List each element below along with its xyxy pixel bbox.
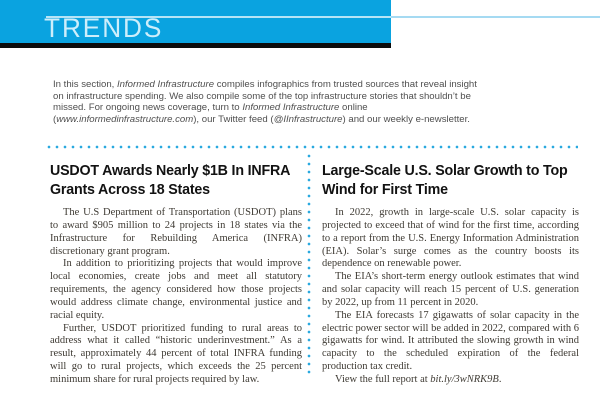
article-paragraph bbox=[322, 207, 579, 271]
article-solar-tops-wind bbox=[322, 162, 579, 387]
article-title: USDOT Awards Nearly $1B In INFRA Grants Across 18 States bbox=[50, 162, 290, 198]
article-usdot-infra-grants bbox=[50, 162, 302, 387]
text-run: ) and our weekly e-newsletter. bbox=[342, 113, 470, 125]
text-run: The U.S Department of Transportation (USDOT) plans to award $905 million to 24 projects in 18 states via the Infrastructure for Rebuilding America (INFRA) discretionary grant program. bbox=[50, 207, 302, 257]
article-body bbox=[322, 207, 579, 387]
article-title: Large-Scale U.S. Solar Growth to Top Wind for First Time bbox=[322, 162, 568, 198]
article-paragraph bbox=[322, 310, 579, 374]
text-run: In this section, bbox=[53, 79, 117, 90]
text-run: In addition to prioritizing projects that would improve local economies, create jobs and meet all statutory requirements, the agency considered how those projects would address climate change, environmental justice and racial equity. bbox=[50, 258, 302, 321]
italic-text-run: @IInfrastructure bbox=[273, 113, 343, 125]
text-run: Further, USDOT prioritized funding to rural areas to address what it called “historic underinvestment.” As a result, approximately 44 percent of total INFRA funding will go to rural projects, which exceeds the 25 percent minimum share for rural projects required by law. bbox=[50, 322, 302, 385]
text-run: View the full report at bbox=[335, 373, 431, 385]
italic-text-run: Informed Infrastructure bbox=[242, 102, 340, 114]
article-paragraph bbox=[322, 374, 579, 387]
text-run: . bbox=[498, 373, 502, 385]
section-title: TRENDS bbox=[44, 13, 164, 43]
column-divider bbox=[307, 152, 311, 376]
text-run: ), our Twitter feed ( bbox=[193, 113, 274, 125]
text-run: The EIA forecasts 17 gigawatts of solar capacity in the electric power sector will be added in 2022, compared with 6 gigawatts for wind. It attributed the slowing growth in wind capacity to the scheduled expiration of the federal production tax credit. bbox=[322, 309, 579, 373]
text-run: compiles infographics from trusted sources that reveal insight on infrastructure spending. We also compile some of the top infrastructure stories that shouldn’t be missed. For ongoing news coverage, turn to bbox=[53, 79, 477, 114]
text-run: The EIA’s short-term energy outlook estimates that wind and solar capacity will reach 15 percent of U.S. generation by 2022, up from 11 percent in 2020. bbox=[322, 271, 579, 308]
italic-text-run: Informed Infrastructure bbox=[117, 79, 215, 90]
horizontal-divider bbox=[45, 145, 578, 149]
article-paragraph bbox=[50, 323, 302, 387]
header-underline-bar bbox=[0, 43, 391, 48]
header-rule-off-banner bbox=[391, 16, 600, 18]
article-paragraph bbox=[50, 258, 302, 322]
italic-text-run: www.informedinfrastructure.com bbox=[56, 113, 194, 125]
italic-text-run: bit.ly/3wNRK9B bbox=[430, 373, 499, 385]
article-body bbox=[50, 207, 302, 387]
text-run: online ( bbox=[53, 102, 368, 125]
article-paragraph bbox=[50, 207, 302, 258]
article-paragraph bbox=[322, 271, 579, 310]
text-run: In 2022, growth in large-scale U.S. solar capacity is projected to exceed that of wind for the first time, according to a report from the U.S. Energy Information Administration (EIA). Solar’s surge comes as the country boosts its dependence on renewable power. bbox=[322, 207, 579, 270]
intro-paragraph bbox=[53, 79, 490, 125]
